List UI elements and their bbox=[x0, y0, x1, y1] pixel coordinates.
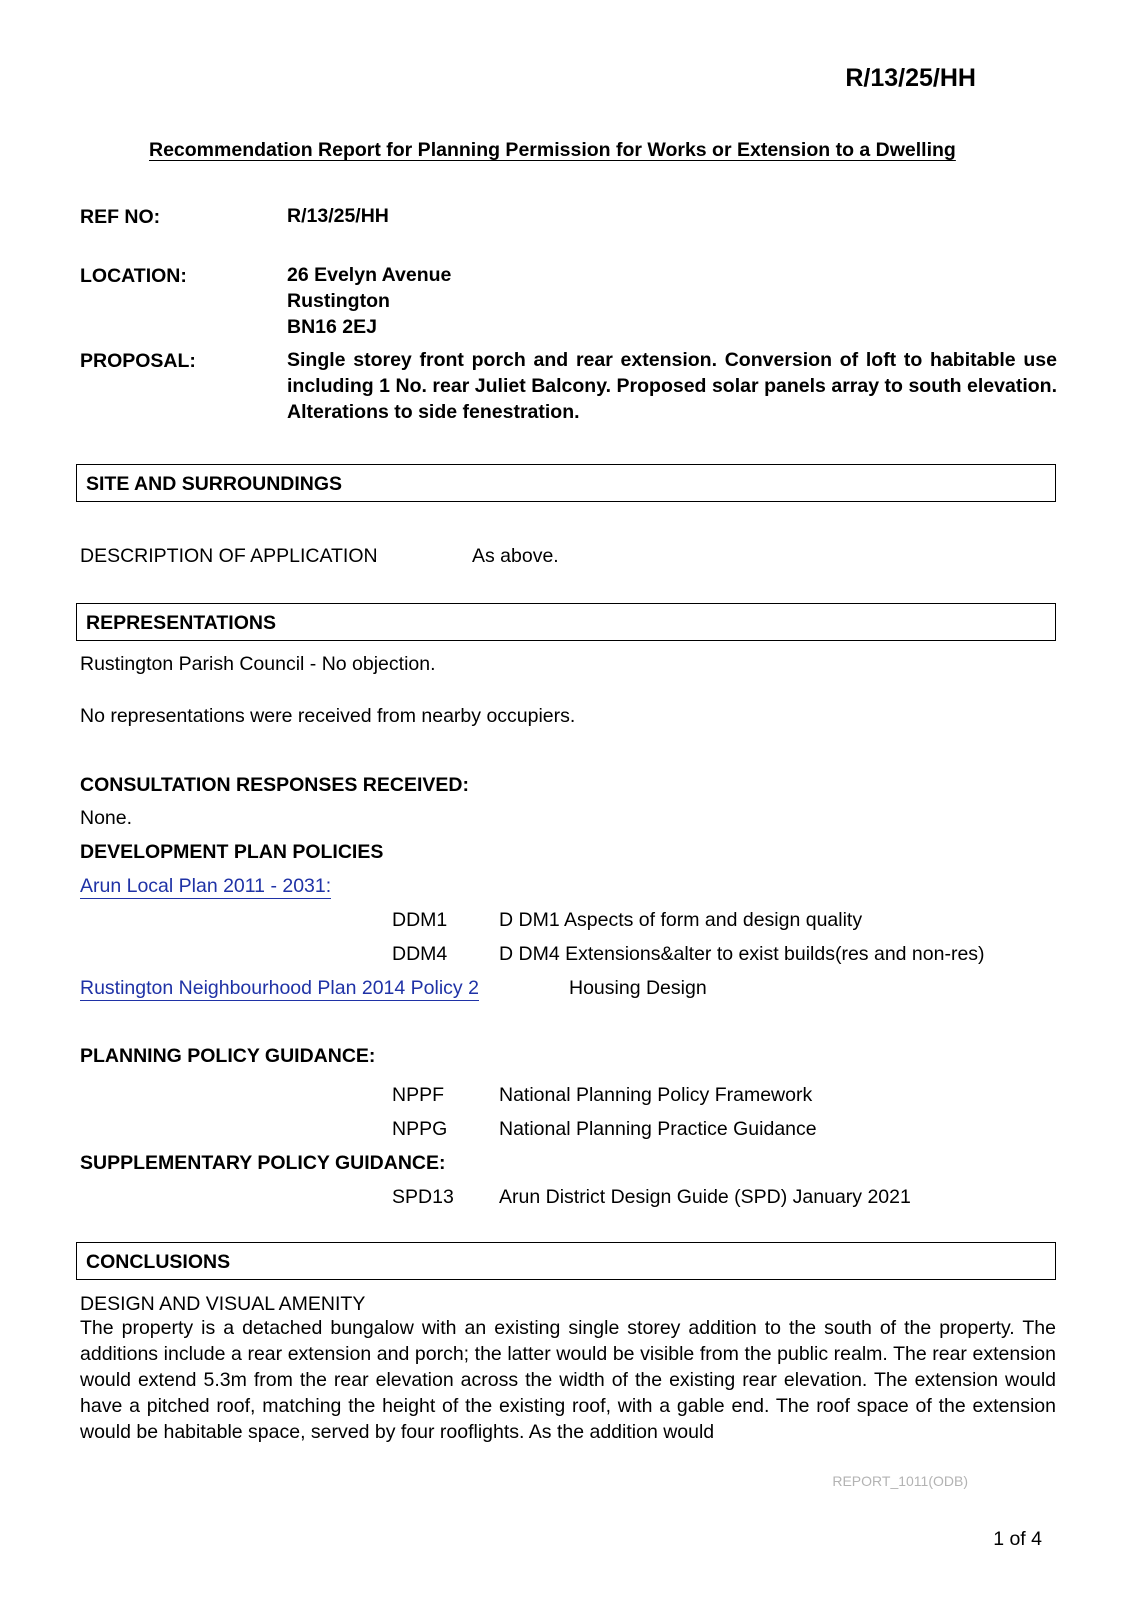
consultation-heading: CONSULTATION RESPONSES RECEIVED: bbox=[80, 774, 469, 796]
representation-line: No representations were received from nearby occupiers. bbox=[80, 705, 576, 727]
supplementary-guidance-heading: SUPPLEMENTARY POLICY GUIDANCE: bbox=[80, 1152, 446, 1174]
location-address bbox=[287, 262, 451, 340]
representations-heading-box: REPRESENTATIONS bbox=[76, 603, 1056, 641]
neighbourhood-plan-link[interactable]: Rustington Neighbourhood Plan 2014 Policy 2 bbox=[80, 977, 479, 999]
local-plan-link-wrapper[interactable] bbox=[80, 875, 331, 898]
footer-report-code: REPORT_1011(ODB) bbox=[832, 1473, 968, 1489]
policy-code: DDM1 bbox=[392, 909, 448, 931]
page-number: 1 of 4 bbox=[993, 1528, 1042, 1550]
description-label: DESCRIPTION OF APPLICATION bbox=[80, 545, 378, 567]
guidance-description: National Planning Policy Framework bbox=[499, 1084, 813, 1106]
representation-line: Rustington Parish Council - No objection. bbox=[80, 653, 436, 675]
top-reference: R/13/25/HH bbox=[845, 64, 976, 92]
local-plan-link[interactable]: Arun Local Plan 2011 - 2031: bbox=[80, 875, 332, 897]
location-label: LOCATION: bbox=[80, 265, 187, 287]
policy-description: D DM4 Extensions&alter to exist builds(res and non-res) bbox=[499, 943, 985, 965]
location-line: 26 Evelyn Avenue bbox=[287, 264, 452, 286]
consultation-value: None. bbox=[80, 807, 133, 829]
report-title: Recommendation Report for Planning Permission for Works or Extension to a Dwelling bbox=[149, 139, 956, 161]
location-line: Rustington bbox=[287, 290, 390, 312]
proposal-text: Single storey front porch and rear extension. Conversion of loft to habitable use including 1 No. rear Juliet Balcony. Proposed solar panels array to south elevation. Alterations to side fenestration. bbox=[287, 349, 1057, 423]
conclusions-paragraph: The property is a detached bungalow with an existing single storey addition to the south of the property. The additions include a rear extension and porch; the latter would be visible from the public realm. The rear extension would extend 5.3m from the rear elevation across the width of the existing rear elevation. The extension would have a pitched roof, matching the height of the existing roof, with a gable end. The roof space of the extension would be habitable space, served by four rooflights. As the addition would bbox=[80, 1317, 1056, 1443]
policy-description: D DM1 Aspects of form and design quality bbox=[499, 909, 863, 931]
planning-guidance-heading: PLANNING POLICY GUIDANCE: bbox=[80, 1045, 376, 1067]
neighbourhood-description: Housing Design bbox=[569, 977, 707, 999]
guidance-code: NPPF bbox=[392, 1084, 445, 1106]
ref-label: REF NO: bbox=[80, 206, 161, 228]
location-line: BN16 2EJ bbox=[287, 316, 377, 338]
ref-value: R/13/25/HH bbox=[287, 205, 389, 227]
supplementary-code: SPD13 bbox=[392, 1186, 454, 1208]
development-plan-heading: DEVELOPMENT PLAN POLICIES bbox=[80, 841, 384, 863]
description-value: As above. bbox=[472, 545, 559, 567]
neighbourhood-link-wrapper[interactable] bbox=[80, 977, 479, 1000]
policy-code: DDM4 bbox=[392, 943, 448, 965]
conclusions-heading-box: CONCLUSIONS bbox=[76, 1242, 1056, 1280]
conclusions-subheading: DESIGN AND VISUAL AMENITY bbox=[80, 1293, 366, 1315]
proposal-label: PROPOSAL: bbox=[80, 350, 196, 372]
guidance-description: National Planning Practice Guidance bbox=[499, 1118, 817, 1140]
site-heading-box: SITE AND SURROUNDINGS bbox=[76, 464, 1056, 502]
supplementary-description: Arun District Design Guide (SPD) January 2021 bbox=[499, 1186, 911, 1208]
guidance-code: NPPG bbox=[392, 1118, 448, 1140]
